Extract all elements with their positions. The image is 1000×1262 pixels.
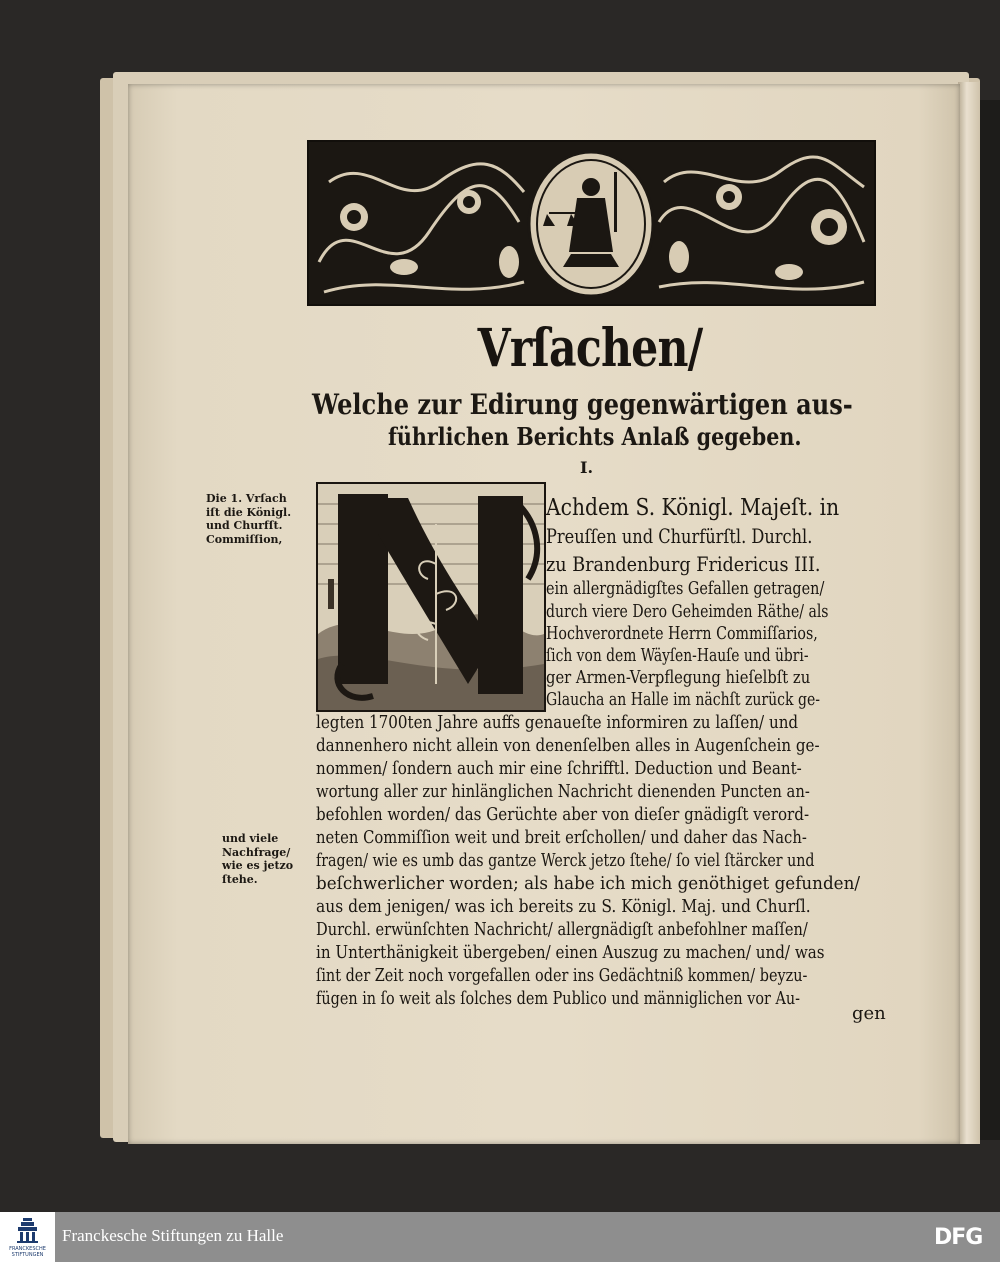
- body-line: aus dem jenigen/ was ich bereits zu S. Königl. Maj. und Churſl.: [316, 896, 811, 917]
- body-line: legten 1700ten Jahre auffs genaueſte informiren zu laſſen/ und: [316, 712, 799, 733]
- logo-caption: FRANCKESCHE STIFTUNGEN: [9, 1246, 46, 1258]
- body-line: ſich von dem Wäyſen-Hauſe und übri-: [546, 645, 809, 666]
- marginal-note-2: [222, 832, 293, 886]
- body-line: dannenhero nicht allein von denenſelben alles in Augenſchein ge-: [316, 735, 820, 756]
- body-line: Achdem S. Königl. Majeſt. in: [546, 495, 840, 521]
- body-line: in Unterthänigkeit übergeben/ einen Auszug zu machen/ und/ was: [316, 942, 825, 963]
- body-line: befohlen worden/ das Gerüchte aber von dieſer gnädigſt verord-: [316, 804, 810, 825]
- body-line: Hochverordnete Herrn Commiſſarios,: [546, 623, 818, 644]
- section-number: I.: [580, 458, 594, 477]
- francke-logo-icon[interactable]: [0, 1212, 55, 1262]
- body-line: wortung aller zur hinlänglichen Nachricht dienenden Puncten an-: [316, 781, 810, 802]
- initial-n-woodcut: [316, 482, 546, 712]
- body-line: neten Commiſſion weit und breit erſchollen/ und daher das Nach-: [316, 827, 807, 848]
- marginal-note-line: iſt die Königl.: [206, 505, 292, 519]
- footer-bar: [0, 1212, 1000, 1262]
- body-line: Preuſſen und Churfürſtl. Durchl.: [546, 524, 813, 548]
- subtitle-line-1: Welche zur Edirung gegenwärtigen aus-: [312, 388, 853, 421]
- body-line: Glaucha an Halle im nächſt zurück ge-: [546, 689, 821, 710]
- marginal-note-line: Nachfrage/: [222, 845, 291, 859]
- institution-name: Franckesche Stiftungen zu Halle: [62, 1226, 284, 1245]
- body-line: beſchwerlicher worden; als habe ich mich genöthiget gefunden/: [316, 873, 861, 894]
- body-line: fügen in ſo weit als ſolches dem Publico und männiglichen vor Au-: [316, 988, 800, 1009]
- body-line: ſint der Zeit noch vorgefallen oder ins Gedächtniß kommen/ beyzu-: [316, 965, 808, 986]
- subtitle-line-2: führlichen Berichts Anlaß gegeben.: [388, 422, 802, 451]
- marginal-note-line: Die 1. Vrſach: [206, 492, 287, 505]
- marginal-note-line: und Churfſt.: [206, 519, 283, 532]
- marginal-note-1: [206, 492, 291, 546]
- headpiece-ornament: [307, 140, 876, 306]
- marginal-note-line: und viele: [222, 832, 279, 845]
- body-line: ein allergnädigſtes Gefallen getragen/: [546, 578, 825, 599]
- body-line: nommen/ ſondern auch mir eine ſchrifftl. Deduction und Beant-: [316, 758, 802, 779]
- marginal-note-line: ſtehe.: [222, 872, 258, 886]
- body-line: ger Armen-Verpflegung hieſelbſt zu: [546, 667, 811, 688]
- marginal-note-line: wie es jetzo: [222, 859, 294, 872]
- book-gutter: [958, 82, 980, 1144]
- catchword: gen: [852, 1003, 886, 1024]
- body-line: zu Brandenburg Fridericus III.: [546, 552, 821, 576]
- book-edge: [980, 100, 1000, 1140]
- body-line: Durchl. erwünſchten Nachricht/ allergnädigſt anbefohlner maſſen/: [316, 919, 808, 940]
- body-line: fragen/ wie es umb das gantze Werck jetzo ſtehe/ ſo viel ſtärcker und: [316, 850, 815, 871]
- dfg-logo-icon[interactable]: DFG: [934, 1225, 983, 1250]
- marginal-note-line: Commiſſion,: [206, 532, 283, 546]
- body-line: durch viere Dero Geheimden Räthe/ als: [546, 601, 829, 622]
- page-title: Vrſachen/: [477, 318, 703, 379]
